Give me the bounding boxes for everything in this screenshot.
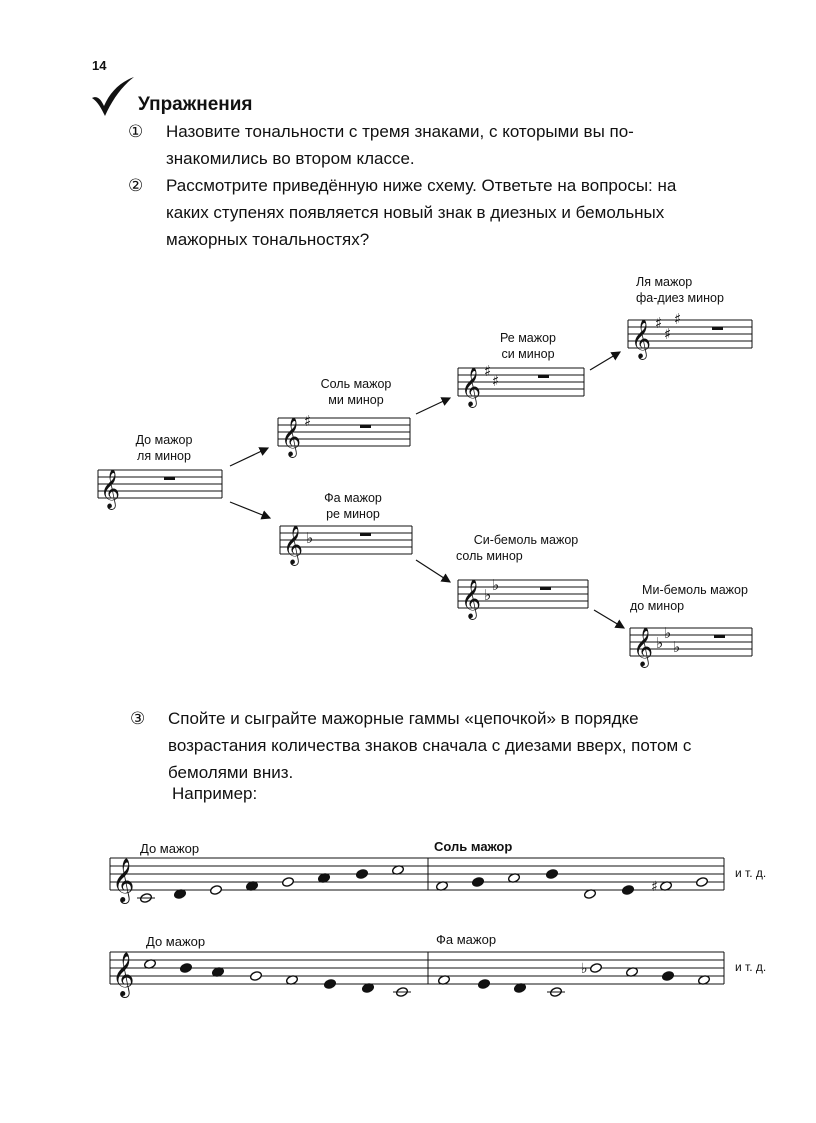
note-head — [324, 979, 337, 990]
page-number: 14 — [92, 58, 107, 73]
scale-label-g-major: Соль мажор — [434, 839, 513, 854]
treble-clef-icon: 𝄞 — [631, 319, 652, 359]
flat-icon: ♭ — [484, 586, 492, 604]
arrow-icon — [416, 398, 450, 414]
note-head — [250, 971, 263, 982]
treble-clef-icon: 𝄞 — [461, 367, 482, 407]
staff-e-flat-major — [630, 624, 752, 668]
flat-icon: ♭ — [656, 634, 664, 652]
flat-icon: ♭ — [673, 638, 681, 656]
note-head — [356, 869, 369, 880]
flat-icon: ♭ — [492, 576, 500, 594]
note-head — [282, 877, 295, 888]
exercise-text: Назовите тональности с тремя знаками, с которыми вы по-знакомились во втором классе. — [166, 122, 634, 168]
note-head — [590, 963, 603, 974]
scale-label-f-major: Фа мажор — [436, 932, 497, 947]
key-label-c-major: До мажор ля минор — [135, 433, 193, 463]
sharp-icon: ♯ — [655, 314, 663, 332]
sharp-icon: ♯ — [492, 372, 500, 390]
exercise-text: Спойте и сыграйте мажорные гаммы «цепочкой» в порядке возрастания количества знаков сначала с диезами вверх, потом с бемолями вниз. — [168, 709, 692, 782]
staff-d-major — [458, 362, 584, 408]
note-head — [472, 877, 485, 888]
staff-b-flat-major — [458, 576, 588, 620]
exercise-number: ② — [128, 176, 144, 195]
sharp-icon: ♯ — [484, 362, 492, 380]
note-head — [210, 885, 223, 896]
exercise-text: Рассмотрите приведённую ниже схему. Ответьте на вопросы: на каких ступенях появляется новый знак в диезных и бемольных мажорных тональностях? — [166, 176, 677, 249]
scale-staff-row1 — [110, 858, 724, 904]
scale-label-c-major-up: До мажор — [140, 841, 200, 856]
whole-rest-icon — [540, 587, 551, 590]
arrow-icon — [230, 448, 268, 466]
treble-clef-icon: 𝄞 — [112, 952, 135, 996]
key-label-f-major: Фа мажор ре минор — [324, 491, 382, 521]
note-head — [546, 869, 559, 880]
sharp-icon: ♯ — [674, 310, 682, 328]
whole-rest-icon — [360, 533, 371, 536]
etc-label-row2: и т. д. — [735, 960, 767, 974]
key-label-a-major: Ля мажор фа-диез минор — [636, 275, 724, 305]
whole-rest-icon — [538, 375, 549, 378]
section-heading: Упражнения — [138, 94, 253, 115]
staff-c-major — [98, 469, 222, 510]
exercise-number: ① — [128, 122, 144, 141]
sharp-icon: ♯ — [304, 412, 312, 430]
staff-g-major — [278, 412, 410, 458]
note-head — [180, 963, 193, 974]
arrow-icon — [594, 610, 624, 628]
whole-rest-icon — [164, 477, 175, 480]
etc-label-row1: и т. д. — [735, 866, 767, 880]
treble-clef-icon: 𝄞 — [633, 627, 654, 667]
flat-icon: ♭ — [581, 961, 588, 977]
note-head — [696, 877, 709, 888]
arrow-icon — [230, 502, 270, 518]
treble-clef-icon: 𝄞 — [112, 858, 135, 902]
sharp-icon: ♯ — [664, 325, 672, 343]
flat-icon: ♭ — [306, 529, 314, 547]
whole-rest-icon — [714, 635, 725, 638]
note-head — [478, 979, 491, 990]
arrow-icon — [416, 560, 450, 582]
whole-rest-icon — [712, 327, 723, 330]
treble-clef-icon: 𝄞 — [283, 525, 304, 565]
note-head — [662, 971, 675, 982]
sharp-icon: ♯ — [651, 879, 658, 895]
arrow-icon — [590, 352, 620, 370]
staff-f-major — [280, 525, 412, 566]
key-label-d-major: Ре мажор си минор — [499, 331, 557, 361]
staff-a-major — [628, 310, 752, 360]
treble-clef-icon: 𝄞 — [461, 579, 482, 619]
treble-clef-icon: 𝄞 — [281, 417, 302, 457]
exercise-number: ③ — [130, 709, 146, 728]
key-label-g-major: Соль мажор ми минор — [320, 377, 392, 407]
treble-clef-icon: 𝄞 — [100, 469, 121, 509]
note-head — [622, 885, 635, 896]
key-label-b-flat-major: Си-бемоль мажор соль минор — [456, 533, 579, 563]
key-label-e-flat-major: Ми-бемоль мажор до минор — [630, 583, 748, 613]
scale-label-c-major-down: До мажор — [146, 934, 206, 949]
whole-rest-icon — [360, 425, 371, 428]
flat-icon: ♭ — [664, 624, 672, 642]
example-label: Например: — [172, 784, 258, 803]
